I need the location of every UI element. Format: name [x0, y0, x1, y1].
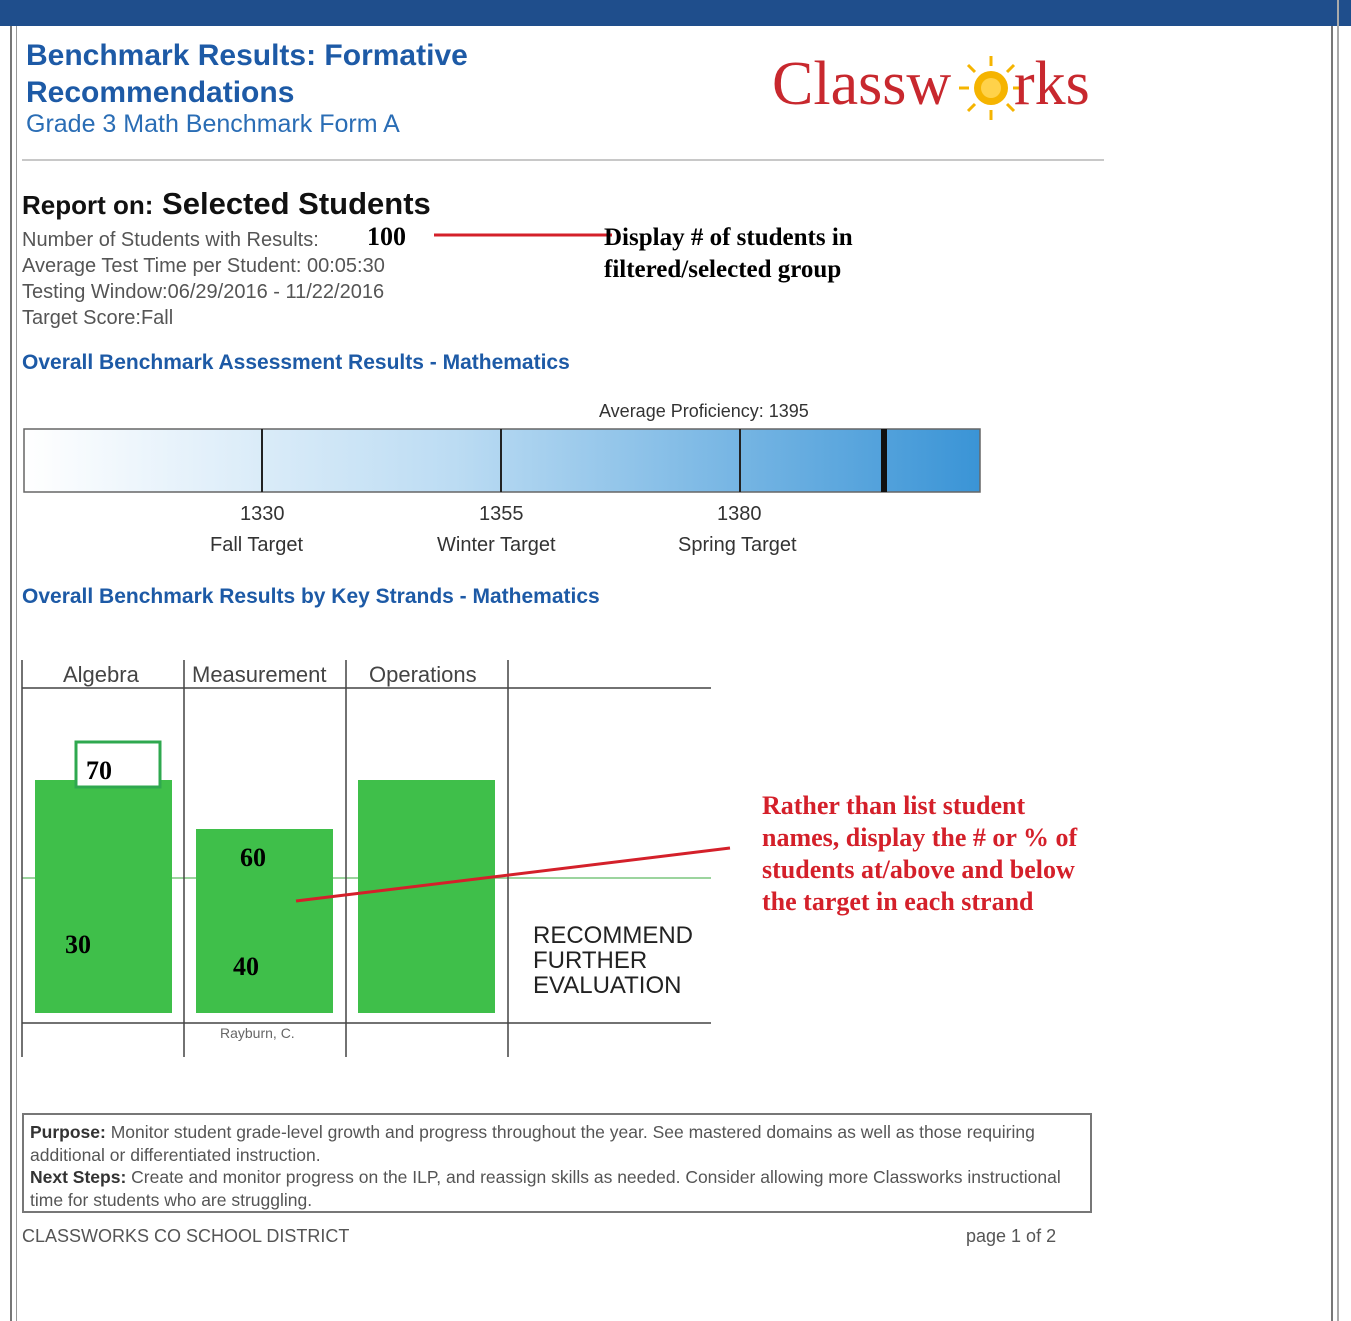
district-name: CLASSWORKS CO SCHOOL DISTRICT	[22, 1226, 350, 1246]
next-steps-paragraph	[30, 1166, 1084, 1211]
recommend-further-evaluation: RECOMMEND FURTHER EVALUATION	[533, 922, 693, 999]
strand-label-algebra: Algebra	[63, 662, 139, 687]
target-score: Target Score:Fall	[22, 307, 174, 329]
window-frame-right	[1331, 26, 1333, 1321]
num-students-line	[22, 227, 319, 253]
header-divider	[22, 159, 1104, 161]
purpose-box	[22, 1113, 1092, 1213]
report-on-heading	[22, 186, 431, 222]
classworks-logo	[770, 40, 1110, 130]
overall-section-title: Overall Benchmark Assessment Results - Mathematics	[22, 351, 570, 374]
strand-label-measurement: Measurement	[192, 662, 327, 687]
report-on-label: Report on:	[22, 190, 154, 220]
window-frame-left-inner	[16, 26, 17, 1321]
strands-section-title: Overall Benchmark Results by Key Strands - Mathematics	[22, 585, 600, 608]
report-on-value: Selected Students	[162, 186, 431, 221]
average-proficiency: Average Proficiency: 1395	[599, 401, 809, 421]
logo-text-left: Classw	[772, 50, 952, 118]
strand-label-operations: Operations	[369, 662, 477, 687]
annotation-strand-note: Rather than list student names, display the # or % of students at/above and below the target in each strand	[762, 791, 1078, 916]
next-steps-label: Next Steps:	[30, 1167, 127, 1187]
num-students-label: Number of Students with Results:	[22, 229, 319, 251]
window-scroll-edge[interactable]	[1337, 0, 1339, 1321]
fall-target-label: Fall Target	[210, 534, 304, 556]
proficiency-bar	[22, 428, 982, 495]
num-students-value: 100	[367, 222, 406, 251]
winter-target-value: 1355	[479, 503, 524, 525]
purpose-label: Purpose:	[30, 1122, 106, 1142]
measurement-above-count: 60	[240, 843, 266, 872]
algebra-bar	[35, 780, 172, 1013]
winter-target-label: Winter Target	[437, 534, 556, 556]
next-steps-text: Create and monitor progress on the ILP, and reassign skills as needed. Consider allowing more Classworks instructional time for students who are struggling.	[30, 1167, 1061, 1210]
annotation-strand-pointer	[290, 840, 735, 910]
annotation-students-note: Display # of students in filtered/selected group	[604, 224, 853, 283]
window-title-bar	[0, 0, 1351, 26]
report-title: Benchmark Results: Formative Recommendations	[26, 39, 468, 109]
annotation-pointer-line	[430, 226, 615, 242]
fall-target-value: 1330	[240, 503, 285, 525]
window-frame-left	[10, 26, 12, 1321]
algebra-below-count: 30	[65, 930, 91, 959]
purpose-text: Monitor student grade-level growth and progress throughout the year. See mastered domains as well as those requiring additional or differentiated instruction.	[30, 1122, 1035, 1165]
spring-target-label: Spring Target	[678, 534, 797, 556]
spring-target-value: 1380	[717, 503, 762, 525]
algebra-above-count: 70	[86, 756, 112, 785]
student-name: Rayburn, C.	[220, 1025, 295, 1041]
measurement-below-count: 40	[233, 952, 259, 981]
testing-window: Testing Window:06/29/2016 - 11/22/2016	[22, 281, 385, 303]
report-subtitle: Grade 3 Math Benchmark Form A	[26, 110, 400, 138]
page-number: page 1 of 2	[966, 1226, 1057, 1246]
logo-text-right: rks	[1014, 50, 1090, 118]
purpose-paragraph	[30, 1121, 1084, 1166]
avg-test-time: Average Test Time per Student: 00:05:30	[22, 255, 385, 277]
